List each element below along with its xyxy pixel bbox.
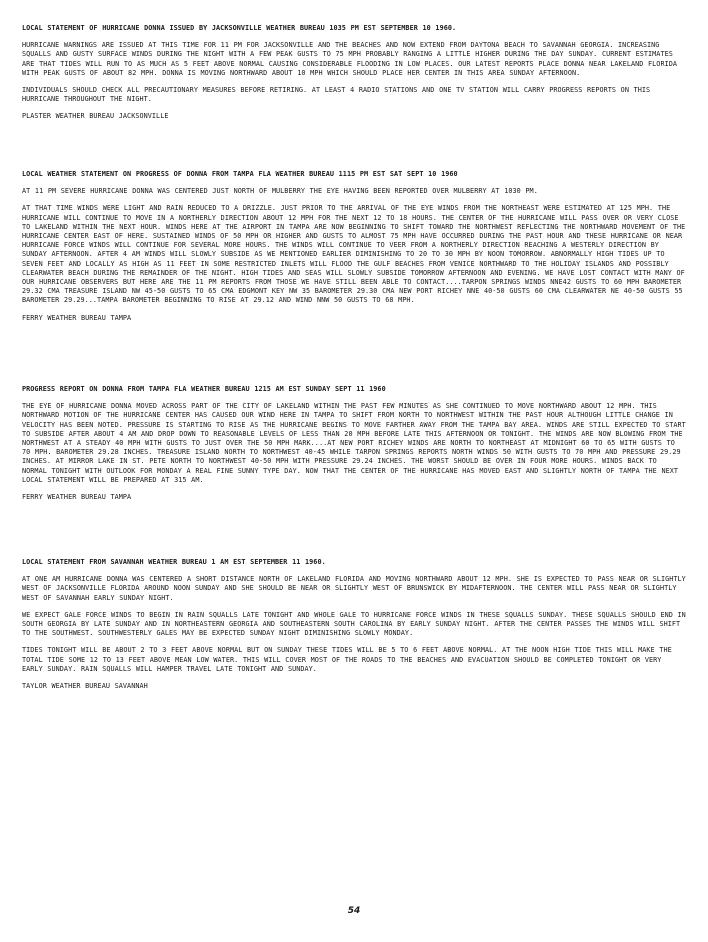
statement-tampa-1215am [22, 385, 691, 502]
statement-paragraph: THE EYE OF HURRICANE DONNA MOVED ACROSS PART OF THE CITY OF LAKELAND WITHIN THE PAST FEW MINUTES AS SHE CONTINUED TO MOVE NORTHWARD ABOUT 12 MPH. THIS NORTHWARD MOTION OF THE HURRICANE CENTER HAS CAUSED OUR WIND HERE IN TAMPA TO SHIFT FROM NORTH TO NORTHWEST WITHIN THE PAST HOUR ALTHOUGH LITTLE CHANGE IN VELOCITY HAS BEEN NOTED. PRESSURE IS STARTING TO RISE AS THE HURRICANE BEGINS TO MOVE FARTHER AWAY FROM THE TAMPA BAY AREA. WINDS ARE STILL EXPECTED TO START TO SUBSIDE AFTER ABOUT 4 AM AND DROP DOWN TO REASONABLE LEVELS OF LESS THAN 20 MPH BEFORE LATE THIS AFTERNOON OR TONIGHT. THE WINDS ARE NOW BLOWING FROM THE NORTHWEST AT A STEADY 40 MPH WITH GUSTS TO JUST OVER THE 50 MPH MARK....AT NEW PORT RICHEY WINDS ARE NORTH TO NORTHEAST AT MIDNIGHT 60 TO 65 WITH GUSTS TO 70 MPH. BAROMETER 29.28 INCHES. TREASURE ISLAND NORTH TO NORTHWEST 40-45 WHILE TARPON SPRINGS REPORTS NORTH WINDS 50 WITH GUSTS TO 70 MPH AND PRESSURE 29.29 INCHES. AT MIRROR LAKE IN ST. PETE NORTH TO NORTHWEST 40-50 MPH WITH PRESSURE 29.24 INCHES. THE WORST SHOULD BE OVER IN FOUR MORE HOURS. WINDS BACK TO NORMAL TONIGHT WITH OUTLOOK FOR MONDAY A REAL FINE SUNNY TYPE DAY. NOW THAT THE CENTER OF THE HURRICANE HAS MOVED EAST AND SLIGHTLY NORTH OF TAMPA THE NEXT LOCAL STATEMENT WILL BE PREPARED AT 315 AM. [22, 402, 691, 484]
statement-paragraph: HURRICANE WARNINGS ARE ISSUED AT THIS TIME FOR 11 PM FOR JACKSONVILLE AND THE BEACHES AND NOW EXTEND FROM DAYTONA BEACH TO SAVANNAH GEORGIA. INCREASING SQUALLS AND GUSTY SURFACE WINDS DURING THE NIGHT WITH A FEW PEAK GUSTS TO 75 MPH PROBABLY RANGING A LITTLE HIGHER DURING THE DAY SUNDAY. CURRENT ESTIMATES ARE THAT TIDES WILL RUN TO AS MUCH AS 5 FEET ABOVE NORMAL CAUSING CONSIDERABLE FLOODING IN LOW PLACES. OUR LATEST REPORTS PLACE DONNA NEAR LAKELAND FLORIDA WITH PEAK GUSTS OF ABOUT 82 MPH. DONNA IS MOVING NORTHWARD ABOUT 10 MPH WHICH SHOULD PLACE HER CENTER IN THIS AREA SUNDAY AFTERNOON. [22, 41, 682, 77]
statement-paragraph: AT ONE AM HURRICANE DONNA WAS CENTERED A SHORT DISTANCE NORTH OF LAKELAND FLORIDA AND MOVING NORTHWARD ABOUT 12 MPH. SHE IS EXPECTED TO PASS NEAR OR SLIGHTLY WEST OF JACKSONVILLE FLORIDA AROUND NOON SUNDAY AND SHE SHOULD BE NEAR OR SLIGHTLY WEST OF BRUNSWICK BY MIDAFTERNOON. THE CENTER WILL PASS NEAR OR SLIGHTLY WEST OF SAVANNAH EARLY SUNDAY NIGHT. [22, 575, 691, 602]
statement-heading: LOCAL STATEMENT OF HURRICANE DONNA ISSUED BY JACKSONVILLE WEATHER BUREAU 1035 PM EST SEPTEMBER 10 1960. [22, 24, 457, 32]
statement-jacksonville [22, 24, 686, 122]
statement-paragraph: TIDES TONIGHT WILL BE ABOUT 2 TO 3 FEET ABOVE NORMAL BUT ON SUNDAY THESE TIDES WILL BE 5 TO 6 FEET ABOVE NORMAL. AT THE NOON HIGH TIDE THIS WILL MAKE THE TOTAL TIDE SOME 12 TO 13 FEET ABOVE MEAN LOW WATER. THIS WILL COVER MOST OF THE ROADS TO THE BEACHES AND EVACUATION SHOULD BE COMPLETED TONIGHT OR VERY EARLY SUNDAY. RAIN SQUALLS WILL HAMPER TRAVEL LATE TONIGHT AND SUNDAY. [22, 646, 677, 673]
statement-savannah [22, 558, 691, 691]
statement-tampa-1115pm [22, 170, 690, 323]
statement-signature: FERRY WEATHER BUREAU TAMPA [22, 493, 132, 502]
statement-signature: PLASTER WEATHER BUREAU JACKSONVILLE [22, 112, 169, 121]
statement-paragraph: WE EXPECT GALE FORCE WINDS TO BEGIN IN RAIN SQUALLS LATE TONIGHT AND WHOLE GALE TO HURRICANE FORCE WINDS IN THESE SQUALLS SUNDAY. THESE SQUALLS SHOULD END IN SOUTH GEORGIA BY LATE SUNDAY AND IN NORTHEASTERN GEORGIA AND SOUTHEASTERN SOUTH CAROLINA BY EARLY SUNDAY NIGHT. AFTER THE CENTER PASSES THE WINDS WILL SHIFT TO THE SOUTHWEST. SOUTHWESTERLY GALES MAY BE EXPECTED SUNDAY NIGHT DIMINISHING SLOWLY MONDAY. [22, 610, 691, 638]
statement-paragraph: AT 11 PM SEVERE HURRICANE DONNA WAS CENTERED JUST NORTH OF MULBERRY THE EYE HAVING BEEN REPORTED OVER MULBERRY AT 1030 PM. [22, 187, 538, 196]
statement-heading: PROGRESS REPORT ON DONNA FROM TAMPA FLA WEATHER BUREAU 1215 AM EST SUNDAY SEPT 11 1960 [22, 385, 386, 393]
statement-paragraph: INDIVIDUALS SHOULD CHECK ALL PRECAUTIONARY MEASURES BEFORE RETIRING. AT LEAST 4 RADIO STATIONS AND ONE TV STATION WILL CARRY PROGRESS REPORTS ON THIS HURRICANE THROUGHOUT THE NIGHT. [22, 86, 655, 104]
statement-signature: TAYLOR WEATHER BUREAU SAVANNAH [22, 682, 148, 691]
statement-heading: LOCAL WEATHER STATEMENT ON PROGRESS OF DONNA FROM TAMPA FLA WEATHER BUREAU 1115 PM EST SAT SEPT 10 1960 [22, 170, 458, 178]
statement-paragraph: AT THAT TIME WINDS WERE LIGHT AND RAIN REDUCED TO A DRIZZLE. JUST PRIOR TO THE ARRIVAL OF THE EYE WINDS FROM THE NORTHEAST WERE ESTIMATED AT 125 MPH. THE HURRICANE WILL CONTINUE TO MOVE IN A NORTHERLY DIRECTION ABOUT 12 MPH FOR THE NEXT 12 TO 18 HOURS. THE CENTER OF THE HURRICANE WILL PASS OVER OR VERY CLOSE TO LAKELAND WITHIN THE NEXT HOUR. WINDS HERE AT THE AIRPORT IN TAMPA ARE NOW BEGINNING TO SHIFT TOWARD THE NORTHWEST REFLECTING THE NORTHWARD MOVEMENT OF THE HURRICANE CENTER EAST OF HERE. SUSTAINED WINDS OF 50 MPH OR HIGHER AND GUSTS TO ALMOST 75 MPH HAVE OCCURRED DURING THE PAST HOUR AND THESE HURRICANE OR NEAR HURRICANE FORCE WINDS WILL CONTINUE FOR SEVERAL MORE HOURS. THE WINDS WILL CONTINUE TO VEER FROM A NORTHERLY DIRECTION REACHING A WESTERLY DIRECTION BY SUNDAY AFTERNOON. AFTER 4 AM WINDS WILL SLOWLY SUBSIDE AS WE MENTIONED EARLIER DIMINISHING TO 20 TO 30 MPH BY NOON TOMORROW. ABNORMALLY HIGH TIDES UP TO SEVEN FEET AND LOCALLY AS HIGH AS 11 FEET IN SOME RESTRICTED INLETS WILL FLOOD THE GULF BEACHES FROM VENICE NORTHWARD TO THE HOLIDAY ISLANDS AND POSSIBLY CLEARWATER BEACH DURING THE REMAINDER OF THE NIGHT. HIGH TIDES AND SEAS WILL SLOWLY SUBSIDE TOMORROW AFTERNOON AND EVENING. WE HAVE LOST CONTACT WITH MANY OF OUR HURRICANE OBSERVERS BUT HERE ARE THE 11 PM REPORTS FROM THOSE WE HAVE STILL BEEN ABLE TO CONTACT....TARPON SPRINGS WINDS NNE42 GUSTS TO 60 MPH BAROMETER 29.32 CMA TREASURE ISLAND NW 45-50 GUSTS TO 65 CMA EDGMONT KEY NW 35 BAROMETER 29.30 CMA NEW PORT RICHEY NNE 40-50 GUSTS 60 CMA CLEARWATER NE 40-50 GUSTS 55 BAROMETER 29.29...TAMPA BAROMETER BEGINNING TO RISE AT 29.12 AND WIND NNW 50 GUSTS TO 68 MPH. [22, 204, 690, 305]
page-number: 54 [347, 906, 361, 916]
statement-heading: LOCAL STATEMENT FROM SAVANNAH WEATHER BUREAU 1 AM EST SEPTEMBER 11 1960. [22, 558, 326, 566]
statement-signature: FERRY WEATHER BUREAU TAMPA [22, 313, 132, 322]
